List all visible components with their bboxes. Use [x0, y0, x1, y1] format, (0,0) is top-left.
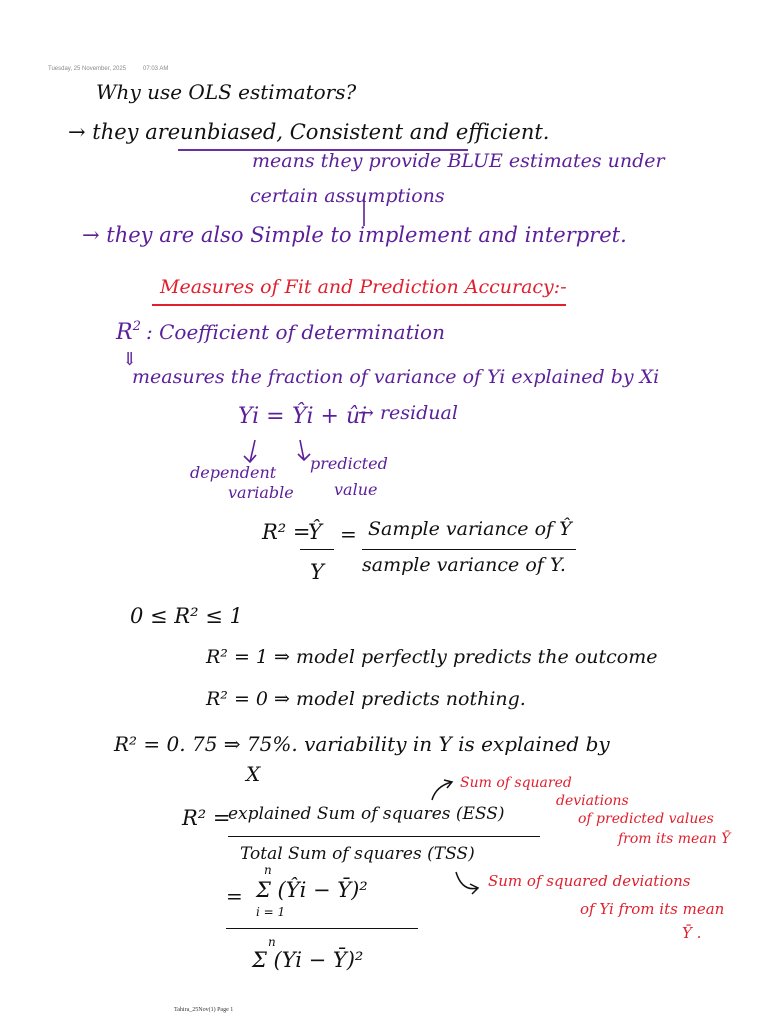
- ess-note-4: from its mean Ȳ: [618, 831, 731, 847]
- tss-note-2: of Yi from its mean: [580, 900, 725, 918]
- sum-upper-limit: n: [264, 863, 272, 877]
- predicted-label-1: predicted: [310, 454, 388, 473]
- dependent-label-2: variable: [228, 483, 294, 502]
- ratio-bar: [300, 549, 334, 550]
- ess-numerator: explained Sum of squares (ESS): [228, 804, 505, 824]
- r2-measures: measures the fraction of variance of Yi explained by Xi: [132, 366, 660, 388]
- tss-note-3: Ȳ .: [682, 924, 702, 942]
- ols-line2: → they are also Simple to implement and interpret.: [82, 223, 627, 247]
- blue-note-line2: certain assumptions: [250, 185, 445, 207]
- predicted-arrow-icon: [298, 440, 310, 460]
- tss-note-1: Sum of squared deviations: [488, 872, 691, 890]
- page-footer: Tahira_25Nov(1) Page 1: [174, 1007, 234, 1013]
- sum-den-upper-limit: n: [268, 935, 276, 949]
- eq-rhs: Ŷi + ûi: [292, 404, 368, 429]
- r2-case-075-x: X: [246, 762, 261, 786]
- sample-variance-numerator: Sample variance of Ŷ: [368, 518, 572, 540]
- ratio-lhs: R² =: [262, 520, 311, 544]
- note-time: 07:03 AM: [143, 66, 169, 72]
- ess-note-2: deviations: [556, 793, 629, 809]
- ratio-equals: =: [340, 522, 357, 546]
- r2-definition: : Coefficient of determination: [146, 320, 445, 344]
- eq-lhs: Yi =: [238, 404, 285, 429]
- r2-case-075: R² = 0. 75 ⇒ 75%. variability in Y is explained by: [114, 732, 610, 756]
- sample-variance-denominator: sample variance of Y.: [362, 554, 566, 576]
- sum-bar: [226, 928, 418, 929]
- section-title: Measures of Fit and Prediction Accuracy:-: [160, 276, 567, 298]
- sample-variance-bar: [362, 549, 576, 550]
- down-arrow-icon: ⇓: [122, 349, 138, 370]
- ess-bar: [228, 836, 540, 837]
- r2-case-zero: R² = 0 ⇒ model predicts nothing.: [206, 688, 526, 710]
- tss-denominator: Total Sum of squares (TSS): [240, 844, 475, 864]
- ess-note-1: Sum of squared: [460, 775, 572, 791]
- sum-equals: =: [226, 884, 243, 908]
- ess-note-3: of predicted values: [578, 811, 714, 827]
- dependent-label-1: dependent: [190, 463, 277, 482]
- r2-case-one: R² = 1 ⇒ model perfectly predicts the outcome: [206, 646, 658, 668]
- predicted-label-2: value: [334, 480, 378, 499]
- tss-note-arrow-icon: [456, 872, 478, 894]
- ess-note-arrow-icon: [432, 780, 452, 800]
- ess-lhs: R² =: [182, 806, 231, 830]
- ols-question: Why use OLS estimators?: [96, 80, 357, 104]
- sum-lower-limit: i = 1: [256, 905, 286, 919]
- sum-denominator: Σ (Yi − Ȳ)²: [252, 948, 364, 972]
- r2-range: 0 ≤ R² ≤ 1: [130, 604, 243, 628]
- ratio-denominator: Y: [310, 560, 324, 584]
- ols-properties: unbiased, Consistent and efficient.: [180, 120, 550, 144]
- r2-symbol: $R^2$: [116, 319, 141, 346]
- blue-note-line1: means they provide BLUE estimates under: [252, 150, 665, 172]
- section-title-underline: [152, 304, 566, 306]
- dependent-arrow-icon: [244, 440, 256, 462]
- note-date: Tuesday, 25 November, 2025: [48, 66, 127, 72]
- ratio-numerator: Ŷ: [308, 520, 322, 544]
- sum-numerator: Σ (Ŷi − Ȳ)²: [256, 878, 368, 902]
- residual-label: → residual: [358, 402, 458, 424]
- ols-line1-prefix: → they are: [68, 120, 181, 144]
